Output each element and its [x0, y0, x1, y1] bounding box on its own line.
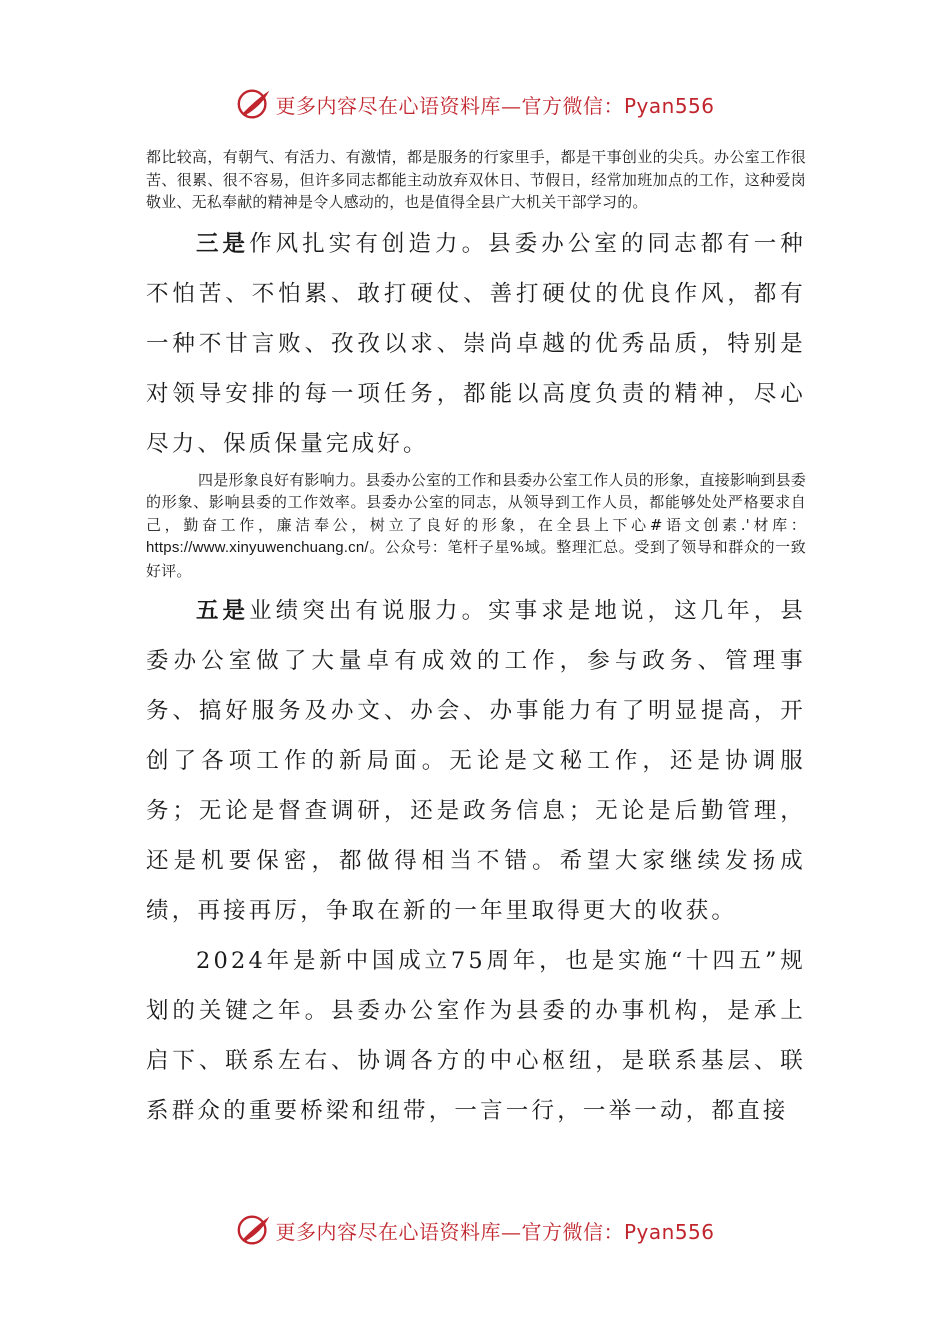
paragraph-1: 都比较高，有朝气、有活力、有激情，都是服务的行家里手，都是干事创业的尖兵。办公室工作很苦、很累、很不容易，但许多同志都能主动放弃双休日、节假日，经常加班加点的工作，这种爱岗敬业、无私奉献的精神是令人感动的，也是值得全县广大机关干部学习的。	[146, 148, 806, 211]
quill-pen-logo-icon	[235, 85, 273, 123]
paragraph-4	[146, 586, 806, 936]
footer-wechat-id: Pyan556	[623, 1219, 715, 1244]
paragraph-3-url: https://www.xinyuwenchuang.cn/	[146, 539, 369, 556]
paragraph-3-tail: 。公众号：笔杆子星%域。整理汇总。受到了领导和群众的一致好评。	[146, 538, 806, 580]
paragraph-5: 2024年是新中国成立75周年，也是实施“十四五”规划的关键之年。县委办公室作为县委的办事机构，是承上启下、联系左右、协调各方的中心枢纽，是联系基层、联系群众的重要桥梁和纽带，一言一行，一举一动，都直接	[146, 948, 806, 1124]
header-wechat-id: Pyan556	[623, 93, 715, 118]
document-body	[146, 146, 806, 1136]
header-banner	[0, 84, 950, 124]
paragraph-3	[146, 469, 806, 583]
footer-banner	[0, 1210, 950, 1250]
header-banner-text: 更多内容尽在心语资料库—官方微信：Pyan556	[275, 93, 715, 118]
paragraph-2-body: 作风扎实有创造力。县委办公室的同志都有一种不怕苦、不怕累、敢打硬仗、善打硬仗的优良作风，都有一种不甘言败、孜孜以求、崇尚卓越的优秀品质，特别是对领导安排的每一项任务，都能以高度负责的精神，尽心尽力、保质保量完成好。	[146, 230, 806, 457]
quill-pen-logo-icon	[235, 1211, 273, 1249]
paragraph-2-lead: 三是	[196, 230, 250, 257]
paragraph-4-body: 业绩突出有说服力。实事求是地说，这几年，县委办公室做了大量卓有成效的工作，参与政务、管理事务、搞好服务及办文、办会、办事能力有了明显提高，开创了各项工作的新局面。无论是文秘工作，还是协调服务；无论是督查调研，还是政务信息；无论是后勤管理，还是机要保密，都做得相当不错。希望大家继续发扬成绩，再接再厉，争取在新的一年里取得更大的收获。	[146, 598, 806, 924]
paragraph-3-body: 四是形象良好有影响力。县委办公室的工作和县委办公室工作人员的形象，直接影响到县委的形象、影响县委的工作效率。县委办公室的同志，从领导到工作人员，都能够处处严格要求自己，勤奋工作，廉洁奉公，树立了良好的形象，在全县上下心#语文创素.'材库：	[146, 470, 807, 534]
footer-banner-text: 更多内容尽在心语资料库—官方微信：Pyan556	[275, 1219, 715, 1244]
paragraph-2	[146, 219, 806, 469]
paragraph-4-lead: 五是	[196, 598, 250, 624]
